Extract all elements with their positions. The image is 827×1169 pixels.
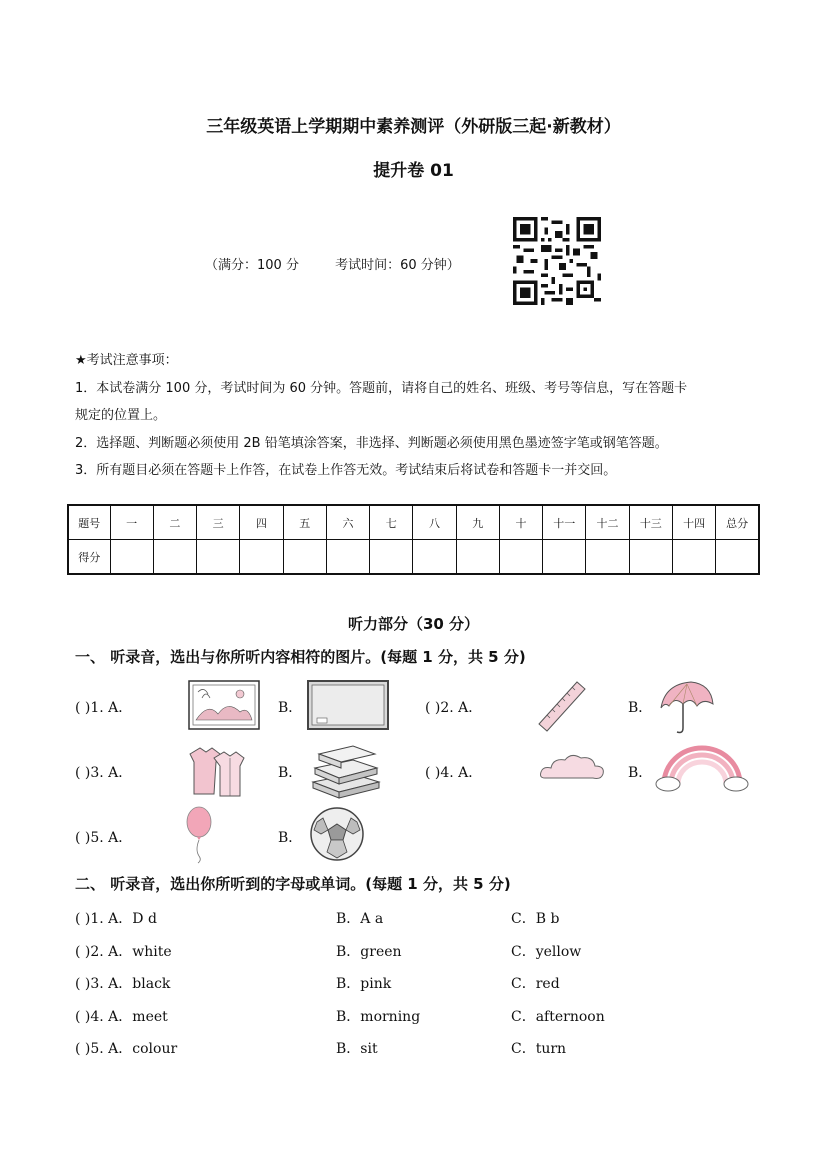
exam-time: 考试时间：60 分钟） [335,258,460,273]
column-header: 四 [240,505,283,540]
note-item: 2．选择题、判断题必须使用 2B 铅笔填涂答案，非选择、判断题必须使用黑色墨迹签字笔或钢笔答题。 [75,435,668,451]
score-cell[interactable] [672,540,715,575]
question-3-number: ( )3. A． [75,765,133,781]
question-5-option-a: ( )5. A．colour [75,1041,178,1057]
question-4-option-b: B．morning [336,1009,421,1025]
column-header: 九 [456,505,499,540]
column-header: 七 [370,505,413,540]
question-4-option-a: ( )4. A．meet [75,1009,168,1025]
row-label: 得分 [68,540,110,575]
question-5-option-c: C．turn [511,1041,567,1057]
clothes-image [184,744,248,800]
question-5-option-b: B．sit [336,1041,378,1057]
score-cell[interactable] [543,540,586,575]
exam-notes [75,347,765,485]
part1-heading: 一、 听录音，选出与你所听内容相符的图片。(每题 1 分，共 5 分) [75,648,526,666]
question-2-option-b: B．green [336,944,402,960]
question-2-number: ( )2. A． [425,700,483,716]
ruler-image [535,678,587,734]
score-cell[interactable] [240,540,283,575]
part2-heading: 二、 听录音，选出你所听到的字母或单词。(每题 1 分，共 5 分) [75,875,511,893]
score-table [67,504,760,575]
column-header: 三 [197,505,240,540]
question-3-option-b: B．pink [336,976,392,992]
score-table-score-row [68,540,759,575]
column-header: 十四 [672,505,715,540]
column-header: 五 [283,505,326,540]
score-table-header-row [68,505,759,540]
question-4-option-c: C．afternoon [511,1009,605,1025]
column-header: 一 [110,505,153,540]
column-header: 六 [326,505,369,540]
balloon-image [185,806,213,864]
listening-title: 听力部分（30 分） [347,615,480,633]
note-item: 规定的位置上。 [75,408,167,423]
question-2-option-b: B． [628,700,653,716]
football-image [309,806,365,862]
cloud-image [537,748,607,788]
question-3-option-a: ( )3. A．black [75,976,171,992]
score-cell[interactable] [197,540,240,575]
score-cell[interactable] [326,540,369,575]
row-label: 题号 [68,505,110,540]
exam-info [205,254,492,273]
question-3-option-b: B． [278,765,303,781]
score-cell[interactable] [456,540,499,575]
column-header: 十 [499,505,542,540]
column-header: 二 [153,505,196,540]
blackboard-image [307,680,389,730]
column-header: 十二 [586,505,629,540]
question-4-number: ( )4. A． [425,765,483,781]
qr-code-image [510,217,604,305]
score-cell[interactable] [413,540,456,575]
question-1-option-a: ( )1. A．D d [75,911,157,927]
page-title: 三年级英语上学期期中素养测评（外研版三起·新教材） [206,117,621,137]
question-5-number: ( )5. A． [75,830,133,846]
rainbow-image [654,740,750,794]
page-subtitle: 提升卷 01 [373,161,454,181]
column-header: 八 [413,505,456,540]
score-cell[interactable] [110,540,153,575]
note-item: 3．所有题目必须在答题卡上作答，在试卷上作答无效。考试结束后将试卷和答题卡一并交回。 [75,463,617,478]
question-4-option-b: B． [628,765,653,781]
score-cell[interactable] [283,540,326,575]
question-1-option-b: B．A a [336,911,384,927]
question-2-option-c: C．yellow [511,944,582,960]
question-1-number: ( )1. A． [75,700,133,716]
scenery-picture-image [188,680,260,730]
note-item: 1．本试卷满分 100 分，考试时间为 60 分钟。答题前，请将自己的姓名、班级、考号等信息，写在答题卡 [75,380,688,396]
books-image [307,744,383,800]
column-header: 十三 [629,505,672,540]
score-cell[interactable] [370,540,413,575]
column-header: 十一 [543,505,586,540]
question-2-option-a: ( )2. A．white [75,944,172,960]
column-header: 总分 [716,505,759,540]
question-3-option-c: C．red [511,976,560,992]
score-cell[interactable] [629,540,672,575]
question-5-option-b: B． [278,830,303,846]
score-cell[interactable] [499,540,542,575]
question-1-option-b: B． [278,700,303,716]
score-cell[interactable] [586,540,629,575]
umbrella-image [655,678,715,736]
notes-heading: ★考试注意事项： [75,353,178,368]
question-1-option-c: C．B b [511,911,560,927]
full-score: （满分：100 分 [205,258,299,273]
score-cell[interactable] [153,540,196,575]
score-cell[interactable] [716,540,759,575]
